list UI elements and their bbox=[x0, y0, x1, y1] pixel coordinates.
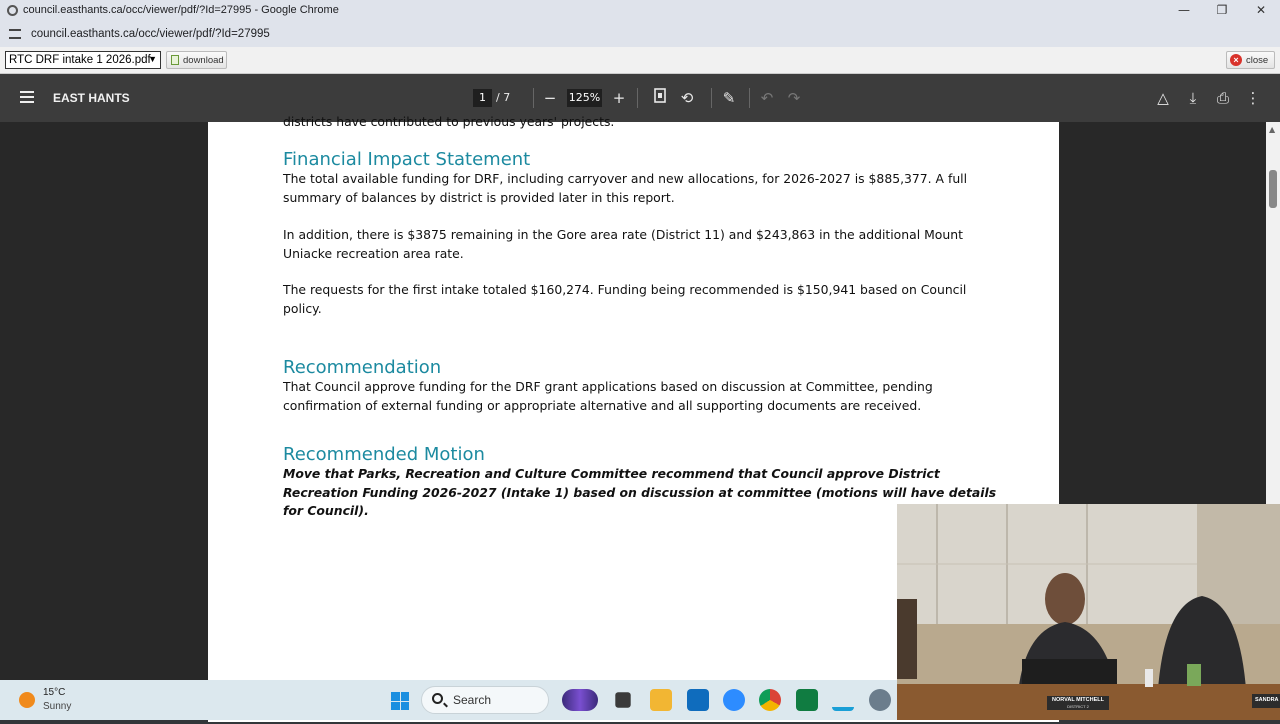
toolbar-divider bbox=[711, 88, 712, 108]
partial-line: districts have contributed to previous years' projects. bbox=[283, 114, 615, 129]
terminal-icon[interactable] bbox=[615, 692, 630, 707]
paragraph: The requests for the first intake totaled $160,274. Funding being recommended is $150,941 based on Council policy. bbox=[283, 282, 967, 316]
file-select-value: RTC DRF intake 1 2026.pdf bbox=[9, 54, 151, 66]
paragraph: The total available funding for DRF, including carryover and new allocations, for 2026-2027 is $885,377. A full summary of balances by district is provided later in this report. bbox=[283, 171, 968, 205]
undo-icon[interactable]: ↶ bbox=[760, 89, 774, 107]
scrollbar[interactable] bbox=[1266, 122, 1280, 504]
section-heading: Recommended Motion bbox=[283, 444, 485, 465]
network-app-icon[interactable] bbox=[869, 689, 891, 711]
close-button[interactable] bbox=[1226, 51, 1275, 69]
search-label: Search bbox=[453, 693, 492, 707]
close-icon: × bbox=[1230, 54, 1242, 66]
toolbar-divider bbox=[533, 88, 534, 108]
chevron-down-icon: ▼ bbox=[148, 54, 157, 64]
url-text[interactable]: council.easthants.ca/occ/viewer/pdf/?Id=27995 bbox=[31, 27, 270, 40]
paragraph: In addition, there is $3875 remaining in the Gore area rate (District 11) and $243,863 in the additional Mount Uniacke recreation area rate. bbox=[283, 227, 963, 261]
nameplate-subtext: DISTRICT 2 bbox=[1067, 704, 1089, 709]
site-toolbar bbox=[0, 47, 1280, 74]
scrollbar-thumb[interactable] bbox=[1269, 170, 1277, 208]
file-explorer-icon[interactable] bbox=[650, 689, 672, 711]
zoom-icon[interactable] bbox=[723, 689, 745, 711]
print-icon[interactable]: ⎙ bbox=[1216, 89, 1229, 107]
fit-page-icon[interactable] bbox=[649, 87, 671, 109]
site-favicon-icon bbox=[7, 5, 18, 16]
window-title: council.easthants.ca/occ/viewer/pdf/?Id=27995 - Google Chrome bbox=[23, 4, 339, 16]
restore-icon[interactable]: ❐ bbox=[1216, 3, 1228, 17]
redo-icon[interactable]: ↷ bbox=[787, 89, 801, 107]
weather-temperature[interactable]: 15°C bbox=[43, 687, 66, 698]
excel-icon[interactable] bbox=[796, 689, 818, 711]
drive-save-icon[interactable]: △ bbox=[1157, 89, 1169, 107]
nameplate-right-text: SANDRA bbox=[1255, 697, 1279, 703]
annotate-icon[interactable]: ✎ bbox=[722, 89, 736, 107]
taskbar-search[interactable] bbox=[421, 686, 549, 714]
page-number-input[interactable]: 1 bbox=[473, 89, 492, 107]
pen-app-icon[interactable] bbox=[832, 689, 854, 711]
sun-icon[interactable] bbox=[19, 692, 35, 708]
motion-paragraph: Move that Parks, Recreation and Culture Committee recommend that Council approve District Recreation Funding 2026-2027 (Intake 1) based on discussion at committee (motions will have details for Council). bbox=[283, 466, 997, 518]
download-button[interactable] bbox=[166, 51, 227, 69]
nameplate-text: NORVAL MITCHELL bbox=[1052, 697, 1104, 703]
browser-title-bar bbox=[0, 0, 1280, 20]
close-label: close bbox=[1246, 54, 1269, 66]
download-icon[interactable]: ⤓ bbox=[1189, 89, 1197, 107]
close-window-icon[interactable]: ✕ bbox=[1255, 3, 1267, 17]
file-select[interactable] bbox=[5, 51, 161, 69]
zoom-in-icon[interactable]: + bbox=[612, 89, 626, 107]
search-icon bbox=[432, 693, 443, 704]
webcam-image bbox=[897, 504, 1280, 720]
toolbar-divider bbox=[749, 88, 750, 108]
rotate-icon[interactable]: ⟲ bbox=[680, 89, 694, 107]
zoom-input[interactable]: 125% bbox=[567, 89, 602, 107]
paragraph: That Council approve funding for the DRF grant applications based on discussion at Committee, pending confirmation of external funding or appropriate alternative and all supporting documents are received. bbox=[283, 379, 933, 413]
document-name: EAST HANTS bbox=[53, 91, 130, 105]
section-heading: Financial Impact Statement bbox=[283, 149, 531, 170]
download-label: download bbox=[183, 54, 224, 66]
site-settings-icon[interactable] bbox=[9, 29, 21, 39]
copilot-icon[interactable] bbox=[562, 689, 598, 711]
weather-condition[interactable]: Sunny bbox=[43, 701, 72, 712]
scroll-up-icon[interactable]: ▲ bbox=[1269, 125, 1276, 134]
windows-taskbar bbox=[0, 680, 897, 720]
file-icon bbox=[171, 55, 179, 65]
chrome-icon[interactable] bbox=[759, 689, 781, 711]
webcam-feed bbox=[897, 504, 1280, 720]
page-total: / 7 bbox=[496, 91, 511, 104]
more-options-icon[interactable]: ⋮ bbox=[1245, 89, 1261, 107]
zoom-out-icon[interactable]: − bbox=[543, 89, 557, 107]
minimize-icon[interactable]: — bbox=[1178, 3, 1190, 17]
section-heading: Recommendation bbox=[283, 357, 442, 378]
outlook-icon[interactable] bbox=[687, 689, 709, 711]
windows-start-icon[interactable] bbox=[391, 692, 409, 710]
menu-icon[interactable] bbox=[20, 91, 34, 103]
address-bar[interactable] bbox=[0, 20, 1280, 47]
toolbar-divider bbox=[637, 88, 638, 108]
